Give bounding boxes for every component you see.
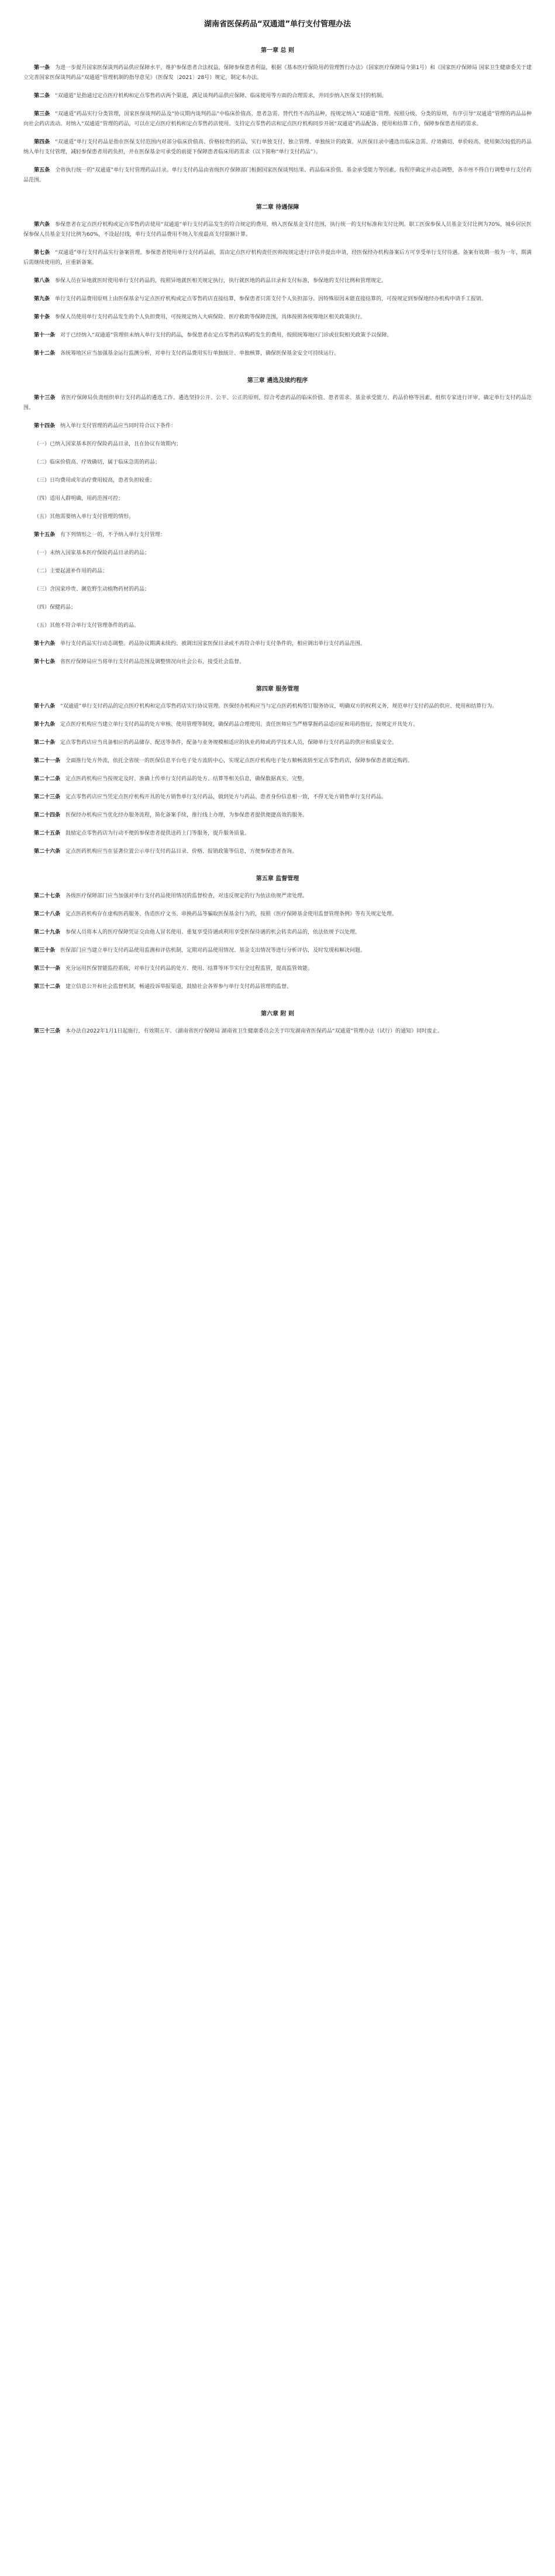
list-item: （五）其他需要纳入单行支付管理的情形。	[34, 514, 135, 520]
chapter-heading: 第二章 待遇保障	[256, 204, 299, 211]
article-text: 充分运用医保智能监控系统，对单行支付药品的处方、使用、结算等环节实行全过程监管，提高监管效能。	[60, 966, 313, 972]
article-number: 第二十三条	[34, 794, 61, 800]
article-paragraph	[23, 63, 532, 83]
list-item: （三）含国家珍贵、濒危野生动植物药材的药品；	[34, 586, 150, 592]
list-item: （一）已纳入国家基本医疗保险药品目录，且在协议有效期内；	[34, 441, 182, 447]
article-number: 第十六条	[34, 641, 56, 647]
article-text: 定点医药机构存在虚构医药服务、伪造医疗文书、串换药品等骗取医保基金行为的，按照《医疗保障基金使用监督管理条例》等有关规定处理。	[60, 911, 398, 917]
article-paragraph	[23, 393, 532, 413]
article-text: 省医疗保障局负责组织单行支付药品的遴选工作。遴选坚持公开、公平、公正的原则，综合考虑药品的临床价值、患者需求、基金承受能力、药品价格等因素，组织专家进行评审，确定单行支付药品范围。	[23, 395, 532, 411]
article-text: 单行支付药品实行动态调整。药品协议期满未续约、被调出国家医保目录或不再符合单行支付条件的，相应调出单行支付药品范围。	[55, 641, 366, 647]
article-paragraph	[23, 276, 532, 286]
article-paragraph	[23, 166, 532, 186]
chapter-heading: 第六章 附 则	[261, 1011, 294, 1017]
article-number: 第二十七条	[34, 893, 61, 899]
list-item: （二）临床价值高、疗效确切，属于临床急需的药品；	[34, 459, 161, 465]
article-number: 第七条	[34, 250, 50, 256]
article-text: 鼓励定点零售药店为行动不便的参保患者提供送药上门等服务，提升服务质量。	[60, 831, 250, 836]
article-paragraph	[23, 248, 532, 268]
article-text: 纳入单行支付管理的药品应当同时符合以下条件：	[55, 423, 177, 429]
article-number: 第三十条	[34, 948, 56, 953]
article-number: 第三十三条	[34, 1028, 61, 1034]
article-text: 医保部门应当建立单行支付药品使用监测和评估机制，定期对药品使用情况、基金支出情况等进行分析评估，及时发现和解决问题。	[55, 948, 366, 953]
article-text: 全省执行统一的“双通道”单行支付管理药品目录。单行支付药品由省级医疗保障部门根据国家医保谈判结果、药品临床价值、基金承受能力等因素，按程序确定并动态调整，各市州不得自行调整单行支付药品范围。	[23, 167, 532, 183]
article-number: 第五条	[34, 167, 50, 173]
list-item: （四）适用人群明确，用药范围可控；	[34, 496, 124, 502]
article-number: 第二十一条	[34, 758, 61, 764]
article-text: “双通道”药品实行分类管理，国家医保谈判药品及“协议期内谈判药品”中临床价值高、患者急需、替代性不高的品种，按规定纳入“双通道”管理。按照分级、分类的原则，有序引导“双通道”管理的药品品种向社会药店流动。对纳入“双通道”管理的药品，可以在定点医疗机构和定点零售药店使用。支持定点零售药店和定点医疗机构同步开展“双通道”药品配备、使用和结算工作，保障参保患者用药需求。	[23, 111, 532, 127]
article-paragraph	[23, 657, 532, 667]
document-page	[0, 0, 555, 1068]
article-text: 对于已经纳入“双通道”管理但未纳入单行支付的药品，参保患者在定点零售药店购药发生的费用，按照统筹地区门诊或住院相关政策予以保障。	[55, 332, 392, 338]
article-paragraph	[23, 109, 532, 129]
article-list	[23, 548, 532, 631]
chapter-heading: 第五章 监督管理	[256, 876, 299, 882]
article-number: 第十三条	[34, 395, 56, 401]
article-paragraph	[23, 220, 532, 240]
article-text: 定点零售药店应当具备相应的药品储存、配送等条件，配备与业务规模相适应的执业药师或药学技术人员，保障单行支付药品的供应和质量安全。	[55, 740, 398, 746]
article-number: 第二十八条	[34, 911, 61, 917]
article-number: 第二十九条	[34, 929, 61, 935]
article-number: 第二十条	[34, 740, 56, 746]
article-text: “双通道”单行支付药品实行备案管理。参保患者使用单行支付药品前，需由定点医疗机构责任医师按规定进行评估并提出申请，经医保经办机构备案后方可享受单行支付待遇。备案有效期一般为一年，期满后需继续使用的，应重新备案。	[23, 250, 532, 266]
article-paragraph	[23, 294, 532, 304]
article-text: “双通道”单行支付药品是指在医保支付范围内对部分临床价值高、价格较贵的药品，实行单独支付、独立管理、单独统计的政策。从医保目录中遴选出临床急需、疗效确切、单价较高、使用频次较低的药品纳入单行支付管理，减轻参保患者用药负担，并在医保基金可承受的前提下保障患者临床用药需求（以下简称“单行支付药品”）。	[23, 139, 532, 155]
article-paragraph	[23, 138, 532, 157]
article-paragraph	[23, 313, 532, 323]
article-text: 建立信息公开和社会监督机制，畅通投诉举报渠道，鼓励社会各界参与单行支付药品管理的监督。	[60, 984, 292, 990]
article-text: 单行支付药品费用原则上由医保基金与定点医疗机构或定点零售药店直接结算，参保患者只需支付个人负担部分。因特殊原因未能直接结算的，可按规定到参保地经办机构申请手工报销。	[50, 296, 487, 302]
article-number: 第二条	[34, 93, 50, 99]
article-paragraph	[23, 928, 532, 938]
article-number: 第十五条	[34, 532, 56, 538]
article-text: 参保人员在异地就医时使用单行支付药品的，按照异地就医相关规定执行，执行就医地的药品目录和支付标准，参保地的支付比例和管理规定。	[50, 278, 387, 284]
list-item: （一）未纳入国家基本医疗保险药品目录的药品；	[34, 550, 150, 556]
article-text: 各级医疗保障部门应当加强对单行支付药品使用情况的监督检查，对违反规定的行为依法依规严肃处理。	[60, 893, 308, 899]
article-number: 第十四条	[34, 423, 56, 429]
list-item: （四）保健药品；	[34, 605, 77, 610]
article-number: 第三条	[34, 111, 50, 117]
article-paragraph	[23, 910, 532, 920]
article-text: 为进一步提升国家医保谈判药品供应保障水平，维护参保患者合法权益，保障参保患者利益，根据《基本医疗保险用药管理暂行办法》（国家医疗保障局令第1号）和《国家医疗保障局 国家卫生健康委关于建立完善国家医保谈判药品“双通道”管理机制的指导意见》（医保发〔2021〕28号）规定，制定本办法。	[23, 65, 532, 81]
article-number: 第一条	[34, 65, 50, 71]
article-paragraph	[23, 720, 532, 730]
article-paragraph	[23, 1027, 532, 1037]
article-paragraph	[23, 639, 532, 649]
article-paragraph	[23, 964, 532, 974]
article-text: 参保患者在定点医疗机构或定点零售药店使用“双通道”单行支付药品发生的符合规定的费用，纳入医保基金支付范围，执行统一的支付标准和支付比例。职工医保参保人员基金支付比例为70%，城乡居民医保参保人员基金支付比例为60%，不设起付线，单行支付药品费用不纳入年度最高支付限额计算。	[23, 222, 532, 238]
list-item: （三）日均费用或年治疗费用较高，患者负担较重；	[34, 478, 156, 483]
article-text: 定点医疗机构应当建立单行支付药品的处方审核、使用管理等制度，确保药品合理使用。责任医师应当严格掌握药品适应症和用药指征，按规定开具处方。	[55, 722, 419, 728]
article-text: 有下列情形之一的，不予纳入单行支付管理：	[55, 532, 166, 538]
article-paragraph	[23, 530, 532, 540]
document-title: 湖南省医保药品“双通道”单行支付管理办法	[204, 20, 351, 29]
article-number: 第四条	[34, 139, 50, 145]
article-text: 定点零售药店应当凭定点医疗机构开具的处方销售单行支付药品，做到处方与药品、患者身份信息相一致，不得无处方销售单行支付药品。	[60, 794, 387, 800]
article-paragraph	[23, 891, 532, 901]
article-number: 第十条	[34, 314, 50, 320]
article-text: 省医疗保障局应当将单行支付药品范围及调整情况向社会公布，接受社会监督。	[55, 659, 245, 665]
article-number: 第八条	[34, 278, 50, 284]
article-text: 定点医药机构应当在显著位置公示单行支付药品目录、价格、报销政策等信息，方便参保患者查询。	[60, 849, 298, 855]
article-number: 第十一条	[34, 332, 56, 338]
list-item: （五）其他不符合单行支付管理条件的药品。	[34, 623, 140, 629]
chapter-heading: 第三章 遴选及续约程序	[247, 378, 308, 384]
article-number: 第二十二条	[34, 776, 61, 782]
article-paragraph	[23, 756, 532, 766]
article-text: 全面推行处方外流，依托全省统一的医保信息平台电子处方流转中心，实现定点医疗机构电子处方顺畅流转至定点零售药店，保障参保患者就近购药。	[60, 758, 413, 764]
document-body	[23, 45, 532, 1037]
article-number: 第二十四条	[34, 812, 61, 818]
chapter-heading: 第一章 总 则	[261, 47, 294, 54]
article-text: 参保人员使用单行支付药品发生的个人负担费用，可按规定纳入大病保险、医疗救助等保障范围，具体按照各统筹地区相关政策执行。	[50, 314, 366, 320]
article-paragraph	[23, 829, 532, 839]
article-number: 第三十一条	[34, 966, 61, 972]
article-paragraph	[23, 91, 532, 101]
article-paragraph	[23, 811, 532, 821]
article-number: 第十七条	[34, 659, 56, 665]
article-paragraph	[23, 331, 532, 341]
article-paragraph	[23, 421, 532, 431]
article-paragraph	[23, 946, 532, 956]
article-paragraph	[23, 702, 532, 712]
article-text: 医保经办机构应当优化经办服务流程，简化备案手续，推行线上办理，为参保患者提供便捷高效的服务。	[60, 812, 308, 818]
article-paragraph	[23, 793, 532, 802]
article-text: “双通道”单行支付药品的定点医疗机构和定点零售药店实行协议管理。医保经办机构应当与定点医药机构签订服务协议，明确双方的权利义务，规范单行支付药品的供应、使用和结算行为。	[55, 704, 498, 709]
article-number: 第十二条	[34, 351, 56, 356]
article-number: 第十九条	[34, 722, 56, 728]
article-number: 第二十六条	[34, 849, 61, 855]
article-text: 定点医药机构应当按规定及时、准确上传单行支付药品的处方、结算等相关信息，确保数据真实、完整。	[60, 776, 308, 782]
article-list	[23, 440, 532, 522]
article-text: “双通道”是指通过定点医疗机构和定点零售药店两个渠道，满足谈判药品供应保障、临床使用等方面的合理需求，并同步纳入医保支付的机制。	[50, 93, 387, 99]
article-number: 第二十五条	[34, 831, 61, 836]
article-paragraph	[23, 982, 532, 992]
article-number: 第三十二条	[34, 984, 61, 990]
list-item: （二）主要起滋补作用的药品；	[34, 568, 108, 574]
article-paragraph	[23, 738, 532, 748]
article-number: 第十八条	[34, 704, 56, 709]
article-text: 各统筹地区应当加强基金运行监测分析，对单行支付药品费用实行单独统计、单独核算，确保医保基金安全可持续运行。	[55, 351, 340, 356]
article-paragraph	[23, 847, 532, 857]
article-paragraph	[23, 774, 532, 784]
article-paragraph	[23, 349, 532, 359]
chapter-heading: 第四章 服务管理	[256, 686, 299, 692]
article-text: 参保人员将本人的医疗保障凭证交由他人冒名使用、重复享受待遇或利用享受医保待遇的机会转卖药品的，依法依规予以处理。	[60, 929, 361, 935]
article-text: 本办法自2022年1月1日起施行，有效期五年。《湖南省医疗保障局 湖南省卫生健康委员会关于印发湖南省医保药品“双通道”管理办法（试行）的通知》同时废止。	[60, 1028, 443, 1034]
article-number: 第九条	[34, 296, 50, 302]
article-number: 第六条	[34, 222, 50, 228]
